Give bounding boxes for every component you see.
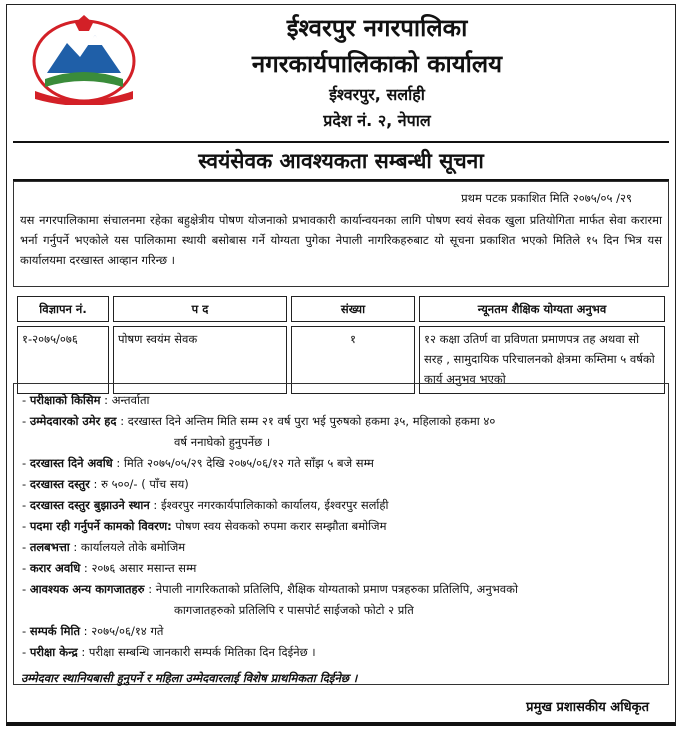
- col-ad-no: विज्ञापन नं.: [17, 296, 109, 322]
- office-address: ईश्वरपुर, सर्लाही: [329, 85, 425, 104]
- details-box: [13, 383, 669, 685]
- list-item: - दरखास्त दस्तुर : रु ५००/- ( पाँच सय): [22, 477, 189, 491]
- publish-date: प्रथम पटक प्रकाशित मिति २०७५/०५ /२९: [461, 191, 632, 205]
- table-header-row: [17, 296, 665, 322]
- list-item: - दरखास्त दिने अवधि : मिति २०७५/०५/२९ देखि २०७५/०६/१२ गते साँझ ५ बजे सम्म: [22, 456, 374, 470]
- list-item: - तलबभत्ता : कार्यालयले तोके बमोजिम: [22, 540, 186, 554]
- list-item: - परीक्षाको किसिम : अन्तर्वाता: [22, 393, 150, 407]
- col-count: संख्या: [291, 296, 415, 322]
- notice-box: [13, 181, 669, 287]
- signatory-title: प्रमुख प्रशासकीय अधिकृत: [526, 700, 649, 715]
- preference-note: उम्मेदवार स्थानियबासी हुनुपर्ने र महिला उम्मेदवारलाई विशेष प्राथमिकता दिईनेछ ।: [21, 671, 358, 685]
- cell-qualification: १२ कक्षा उतिर्ण वा प्रविणता प्रमाणपत्र तह अथवा सो सरह , सामुदायिक परिचालनको क्षेत्रमा कम्तिमा ५ वर्षको कार्य अनुभव भएको: [419, 326, 665, 394]
- notice-page: [6, 4, 676, 726]
- list-item: - पदमा रही गर्नुपर्ने कामको विवरण: पोषण स्वय सेवकको रुपमा करार सम्झौता बमोजिम: [22, 519, 387, 533]
- office-name: नगरकार्यपालिकाको कार्यालय: [251, 50, 503, 78]
- notice-title: स्वयंसेवक आवश्यकता सम्बन्धी सूचना: [13, 141, 669, 181]
- list-item: - सम्पर्क मिति : २०७५/०६/१४ गते: [22, 624, 164, 638]
- list-item: - उम्मेदवारको उमेर हद : दरखास्त दिने अन्तिम मिति सम्म २१ वर्ष पुरा भई पुरुषको हकमा ३५, महिलाको हकमा ४०: [22, 414, 496, 428]
- list-item: कागजातहरुको प्रतिलिपि र पासपोर्ट साईजको फोटो २ प्रति: [174, 603, 414, 617]
- list-item: - करार अवधि : २०७६ असार मसान्त सम्म: [22, 561, 197, 575]
- cell-ad-no: १-२०७५/०७६: [17, 326, 109, 394]
- notice-body: यस नगरपालिकामा संचालनमा रहेका बहुक्षेत्रीय पोषण योजनाको प्रभावकारी कार्यान्वयनका लागि पोषण स्वयं सेवक खुला प्रतियोगिता मार्फत सेवा करारमा भर्ना गर्नुपर्ने भएकोले यस पालिकामा स्थायी बसोबास गर्ने योग्यता पुगेका नेपाली नागरिकहरुबाट यो सूचना प्रकाशित भएको मितिले १५ दिन भित्र यस कार्यालयमा दरखास्त आव्हान गरिन्छ ।: [20, 213, 662, 267]
- list-item: - परीक्षा केन्द्र : परीक्षा सम्बन्धि जानकारी सम्पर्क मितिका दिन दिईनेछ ।: [22, 645, 316, 659]
- list-item: - दरखास्त दस्तुर बुझाउने स्थान : ईश्वरपुर नगरकार्यपालिकाको कार्यालय, ईश्वरपुर सर्लाही: [22, 498, 389, 512]
- province-name: प्रदेश नं. २, नेपाल: [323, 111, 431, 130]
- nepal-emblem-icon: [25, 13, 143, 105]
- municipality-name: ईश्वरपुर नगरपालिका: [286, 14, 468, 42]
- list-item: वर्ष ननाघेको हुनुपर्नेछ ।: [174, 435, 271, 449]
- col-post: प द: [113, 296, 287, 322]
- col-qualification: न्यूनतम शैक्षिक योग्यता अनुभव: [419, 296, 665, 322]
- list-item: - आवश्यक अन्य कागजातहरु : नेपाली नागरिकताको प्रतिलिपि, शैक्षिक योग्यताको प्रमाण पत्रहरुका प्रतिलिपि, अनुभवको: [22, 582, 518, 596]
- cell-count: १: [291, 326, 415, 394]
- cell-post: पोषण स्वयंम सेवक: [113, 326, 287, 394]
